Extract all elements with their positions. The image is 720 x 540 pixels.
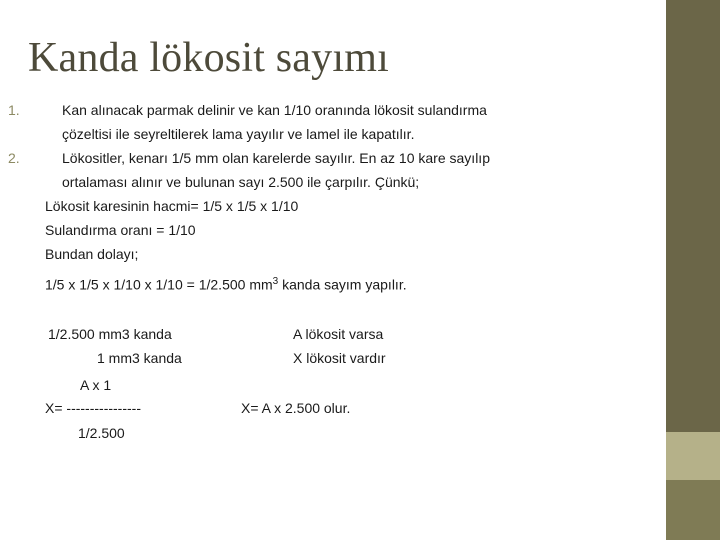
sidebar-segment-light xyxy=(666,432,720,480)
result-line xyxy=(45,270,407,297)
list-number: 2. xyxy=(8,150,20,166)
list-text-line: Kan alınacak parmak delinir ve kan 1/10 oranında lökosit sulandırma xyxy=(62,102,487,118)
calc-left-2: 1 mm3 kanda xyxy=(97,350,182,366)
calc-answer: X= A x 2.500 olur. xyxy=(241,400,351,416)
calc-denominator: 1/2.500 xyxy=(78,425,125,441)
volume-line: Lökosit karesinin hacmi= 1/5 x 1/5 x 1/10 xyxy=(45,198,299,214)
result-suffix: kanda sayım yapılır. xyxy=(278,276,407,293)
sidebar-segment-dark xyxy=(666,0,720,432)
list-text-line: çözeltisi ile seyreltilerek lama yayılır ve lamel ile kapatılır. xyxy=(62,126,415,142)
result-superscript: 3 xyxy=(272,276,279,287)
sidebar-segment-bottom xyxy=(666,480,720,540)
calc-right-2: X lökosit vardır xyxy=(293,350,386,366)
dilution-line: Sulandırma oranı = 1/10 xyxy=(45,222,196,238)
decorative-sidebar xyxy=(666,0,720,540)
calc-fraction-line: X= ---------------- xyxy=(45,400,141,416)
calc-numerator: A x 1 xyxy=(80,377,112,393)
list-text-line: ortalaması alınır ve bulunan sayı 2.500 ile çarpılır. Çünkü; xyxy=(62,174,420,190)
calc-right-1: A lökosit varsa xyxy=(293,326,384,342)
calc-left-1: 1/2.500 mm3 kanda xyxy=(48,326,172,342)
list-text-line: Lökositler, kenarı 1/5 mm olan karelerde sayılır. En az 10 kare sayılıp xyxy=(62,150,490,166)
list-number: 1. xyxy=(8,102,20,118)
result-prefix: 1/5 x 1/5 x 1/10 x 1/10 = 1/2.500 mm xyxy=(45,276,273,293)
slide-title: Kanda lökosit sayımı xyxy=(28,35,389,81)
therefore-line: Bundan dolayı; xyxy=(45,246,139,262)
